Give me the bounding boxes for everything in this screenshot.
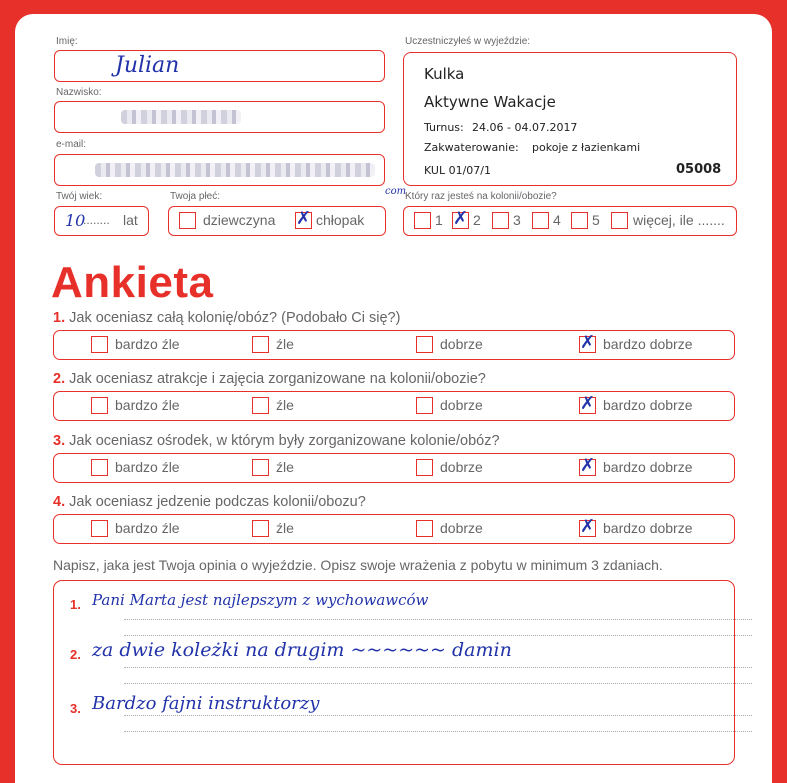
camp-code: KUL 01/07/1 (424, 164, 491, 177)
check-mark-icon: ✗ (296, 208, 312, 229)
question-number: 1. (53, 310, 66, 326)
q3-option-label: dobrze (440, 459, 483, 475)
opinion-line (124, 683, 752, 684)
opinion-line (124, 667, 752, 668)
wiek-unit: lat (123, 212, 138, 228)
plec-option-chlopak: chłopak (316, 212, 365, 228)
imie-label: Imię: (56, 36, 78, 47)
raz-option-2: 2 (473, 212, 481, 228)
opinion-line-number: 1. (70, 597, 81, 612)
q2-option-label: źle (276, 397, 294, 413)
zakw-value: pokoje z łazienkami (532, 141, 641, 154)
q1-option-label: bardzo dobrze (603, 336, 693, 352)
raz-option-wiecej: więcej, ile ....... (633, 212, 725, 228)
opinion-line (124, 715, 752, 716)
check-mark-icon: ✗ (453, 208, 469, 229)
email-field[interactable] (54, 154, 385, 186)
turnus-value: 24.06 - 04.07.2017 (472, 121, 578, 134)
camp-number: 05008 (676, 162, 722, 177)
opinion-line-number: 2. (70, 647, 81, 662)
raz-checkbox-4[interactable] (532, 212, 549, 229)
raz-checkbox-1[interactable] (414, 212, 431, 229)
wiek-value: 10 (65, 211, 86, 230)
plec-checkbox-chlopak[interactable] (295, 208, 312, 229)
q3-option-label: bardzo źle (115, 459, 180, 475)
nazwisko-label: Nazwisko: (56, 87, 102, 98)
q4-option-label: bardzo dobrze (603, 520, 693, 536)
q2-checkbox-3[interactable] (416, 397, 433, 414)
opinion-line-2-text: za dwie koleżki na drugim ~~~~~~ damin (92, 639, 512, 661)
camp-program: Aktywne Wakacje (424, 93, 556, 111)
question-3-scale (53, 453, 735, 483)
question-label: Jak oceniasz ośrodek, w którym były zorganizowane kolonie/obóz? (69, 433, 500, 449)
q3-option-label: źle (276, 459, 294, 475)
q2-option-label: dobrze (440, 397, 483, 413)
camp-name: Kulka (424, 65, 465, 83)
q1-checkbox-2[interactable] (252, 336, 269, 353)
email-overflow-hand: com (385, 186, 407, 197)
question-4-text (53, 494, 366, 510)
q3-checkbox-2[interactable] (252, 459, 269, 476)
question-4-scale (53, 514, 735, 544)
raz-checkbox-2[interactable] (452, 208, 469, 229)
opinion-line (124, 731, 752, 732)
raz-option-3: 3 (513, 212, 521, 228)
raz-checkbox-wiecej[interactable] (611, 212, 628, 229)
check-mark-icon: ✗ (580, 393, 596, 414)
q2-option-label: bardzo dobrze (603, 397, 693, 413)
raz-checkbox-3[interactable] (492, 212, 509, 229)
q3-option-label: bardzo dobrze (603, 459, 693, 475)
question-1-scale (53, 330, 735, 360)
opinion-line (124, 619, 752, 620)
question-2-text (53, 371, 486, 387)
q1-option-label: dobrze (440, 336, 483, 352)
opinion-box[interactable] (53, 580, 735, 765)
email-redacted (95, 163, 375, 177)
email-label: e-mail: (56, 139, 87, 150)
raz-checkbox-5[interactable] (571, 212, 588, 229)
wiek-dots: ........ (83, 213, 110, 227)
q4-option-label: dobrze (440, 520, 483, 536)
opinion-line-number: 3. (70, 701, 81, 716)
plec-field (168, 206, 386, 236)
check-mark-icon: ✗ (580, 455, 596, 476)
nazwisko-field[interactable] (54, 101, 385, 133)
opinion-line-3-text: Bardzo fajni instruktorzy (92, 693, 320, 714)
q2-checkbox-1[interactable] (91, 397, 108, 414)
q1-option-label: źle (276, 336, 294, 352)
plec-option-dziewczyna: dziewczyna (203, 212, 276, 228)
question-label: Jak oceniasz atrakcje i zajęcia zorganizowane na kolonii/obozie? (69, 371, 486, 387)
question-number: 4. (53, 494, 66, 510)
question-3-text (53, 433, 500, 449)
wiek-field[interactable] (54, 206, 149, 236)
opinion-line (124, 635, 752, 636)
nazwisko-redacted (121, 110, 241, 124)
raz-label: Który raz jesteś na kolonii/obozie? (405, 191, 557, 202)
check-mark-icon: ✗ (580, 332, 596, 353)
zakw-label: Zakwaterowanie: (424, 141, 519, 154)
page-title: Ankieta (51, 258, 214, 307)
survey-sheet (15, 14, 772, 783)
q1-checkbox-1[interactable] (91, 336, 108, 353)
raz-option-4: 4 (553, 212, 561, 228)
question-1-text (53, 310, 400, 326)
question-number: 2. (53, 371, 66, 387)
raz-option-5: 5 (592, 212, 600, 228)
question-2-scale (53, 391, 735, 421)
q4-option-label: źle (276, 520, 294, 536)
question-label: Jak oceniasz jedzenie podczas kolonii/obozu? (69, 494, 366, 510)
question-number: 3. (53, 433, 66, 449)
q4-checkbox-4[interactable] (579, 516, 596, 537)
check-mark-icon: ✗ (580, 516, 596, 537)
plec-label: Twoja płeć: (170, 191, 221, 202)
q3-checkbox-4[interactable] (579, 455, 596, 476)
raz-option-1: 1 (435, 212, 443, 228)
raz-field (403, 206, 737, 236)
q4-checkbox-1[interactable] (91, 520, 108, 537)
q4-checkbox-2[interactable] (252, 520, 269, 537)
imie-value: Julian (115, 53, 180, 78)
q4-checkbox-3[interactable] (416, 520, 433, 537)
imie-field[interactable] (54, 50, 385, 82)
q2-checkbox-2[interactable] (252, 397, 269, 414)
q4-option-label: bardzo źle (115, 520, 180, 536)
q1-checkbox-4[interactable] (579, 332, 596, 353)
q1-checkbox-3[interactable] (416, 336, 433, 353)
question-label: Jak oceniasz całą kolonię/obóz? (Podobało Ci się?) (69, 310, 401, 326)
camp-info-box (403, 52, 737, 186)
opinion-prompt: Napisz, jaka jest Twoja opinia o wyjeździe. Opisz swoje wrażenia z pobytu w minimum 3 zdaniach. (53, 557, 663, 573)
q2-option-label: bardzo źle (115, 397, 180, 413)
plec-checkbox-dziewczyna[interactable] (179, 212, 196, 229)
camp-label: Uczestniczyłeś w wyjeździe: (405, 36, 531, 47)
opinion-line-1-text: Pani Marta jest najlepszym z wychowawców (92, 591, 429, 609)
turnus-label: Turnus: (424, 121, 464, 134)
q3-checkbox-1[interactable] (91, 459, 108, 476)
q3-checkbox-3[interactable] (416, 459, 433, 476)
q2-checkbox-4[interactable] (579, 393, 596, 414)
wiek-label: Twój wiek: (56, 191, 103, 202)
q1-option-label: bardzo źle (115, 336, 180, 352)
